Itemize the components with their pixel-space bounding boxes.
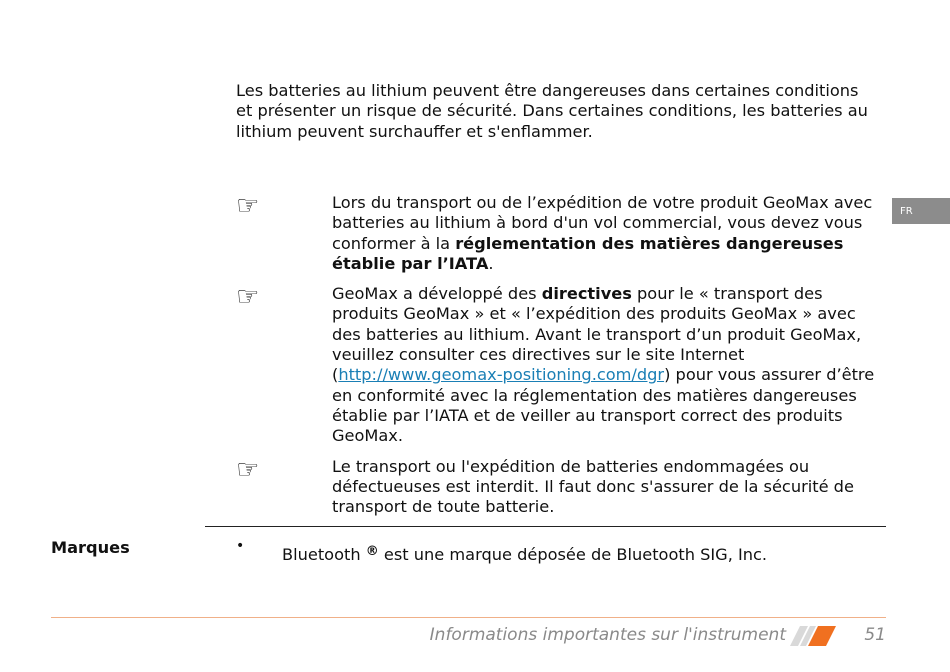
note-iata-before: Lors du transport ou de l’expédition de votre produit GeoMax avec batteries au lithium à bord d'un vol commercial, vous devez vous conformer à la <box>332 193 873 253</box>
note-damaged <box>236 454 886 518</box>
note-iata-after: . <box>488 253 494 273</box>
note-directives-p2: pour le « transport des produits GeoMax » et « l’expédition des produits GeoMax » avec des batteries au lithium. Avant le transport d’un produit GeoMax, veuillez consulter ces directives sur le site Internet ( <box>332 284 862 385</box>
note-directives-p3: ) pour vous assurer d’être en conformité avec la réglementation des matières dangereuses établie par l’IATA et de veiller au transport correct des produits GeoMax. <box>332 365 875 446</box>
note-iata-bold: réglementation des matières dangereuses établie par l’IATA <box>332 233 844 273</box>
pointing-hand-icon: ☞ <box>236 191 260 221</box>
note-directives <box>236 284 886 446</box>
page-number: 51 <box>864 625 886 645</box>
note-iata <box>236 193 886 274</box>
dgr-link[interactable]: http://www.geomax-positioning.com/dgr <box>338 365 665 385</box>
pointing-hand-icon: ☞ <box>236 454 260 485</box>
trademark-text <box>282 539 767 568</box>
note-iata-text <box>332 193 886 274</box>
trademark-after: est une marque déposée de Bluetooth SIG, Inc. <box>378 545 768 564</box>
footer-stripes-icon <box>790 626 836 646</box>
footer-title: Informations importantes sur l'instrument <box>429 625 786 645</box>
pointing-hand-icon: ☞ <box>236 282 260 313</box>
footer-rule <box>51 617 886 618</box>
trademark-before: Bluetooth <box>282 545 366 564</box>
note-damaged-text: Le transport ou l'expédition de batteries endommagées ou défectueuses est interdit. Il faut donc s'assurer de la sécurité de transport de toute batterie. <box>332 456 854 517</box>
language-tab: FR <box>892 198 950 224</box>
notes-list <box>236 193 886 517</box>
section-divider <box>205 526 886 527</box>
note-directives-text <box>332 284 886 446</box>
section-label: Marques <box>51 538 130 557</box>
note-directives-bold: directives <box>541 284 632 304</box>
intro-paragraph: Les batteries au lithium peuvent être dangereuses dans certaines conditions et présenter un risque de sécurité. Dans certaines conditions, les batteries au lithium peuvent surchauffer et s'enflammer. <box>236 81 868 141</box>
note-directives-p1: GeoMax a développé des <box>332 284 542 304</box>
bullet: • <box>236 538 245 554</box>
registered-mark: ® <box>365 544 379 559</box>
